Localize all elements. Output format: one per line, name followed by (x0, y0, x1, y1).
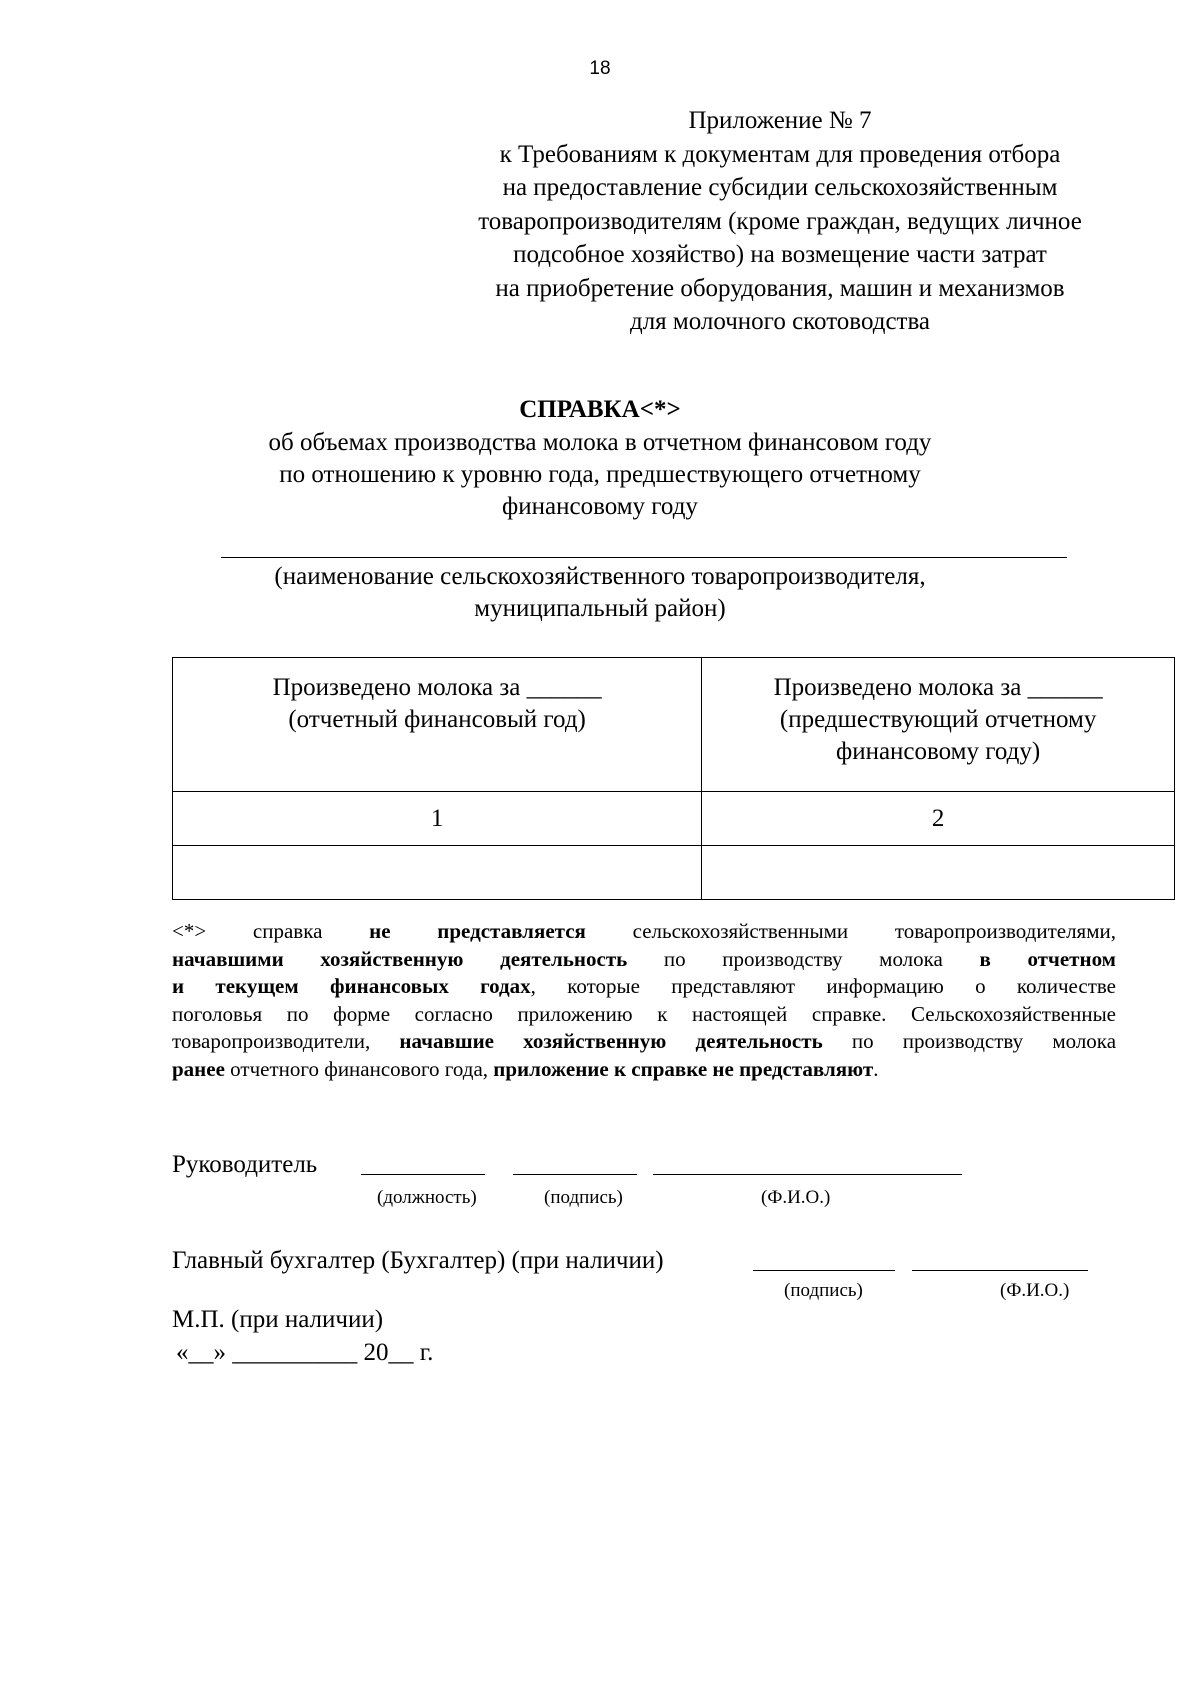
accountant-name-line[interactable] (912, 1270, 1088, 1271)
appendix-line: товаропроизводителям (кроме граждан, ведущих личное (478, 207, 1082, 235)
header-cell-reporting-year (173, 658, 702, 792)
appendix-line: на приобретение оборудования, машин и механизмов (495, 274, 1065, 302)
footnote-line: и текущем финансовых годах, которые представляют информацию о количестве (172, 974, 1116, 999)
appendix-line: на предоставление субсидии сельскохозяйственным (502, 174, 1058, 201)
head-signature-line[interactable] (513, 1174, 637, 1175)
appendix-header (430, 104, 1130, 339)
head-signature-caption: (подпись) (544, 1187, 623, 1208)
footnote-line: поголовья по форме согласно приложению к настоящей справке. Сельскохозяйственные (172, 1001, 1116, 1026)
page-number: 18 (589, 58, 611, 79)
producer-name-caption (0, 561, 1200, 625)
table-data-row (173, 846, 1175, 900)
producer-name-line[interactable] (221, 557, 1067, 558)
accountant-signature-caption: (подпись) (784, 1280, 863, 1301)
head-name-caption: (Ф.И.О.) (761, 1187, 831, 1208)
caption-line: муниципальный район) (474, 595, 726, 622)
footnote-line: товаропроизводители, начавшие хозяйственную деятельность по производству молока (172, 1029, 1117, 1054)
head-name-line[interactable] (653, 1174, 962, 1175)
table-number-row (173, 792, 1175, 846)
footnote-line: ранее отчетного финансового года, приложение к справке не представляют. (172, 1056, 879, 1081)
footnote (172, 918, 1116, 1084)
subtitle-line: об объемах производства молока в отчетном финансовом году (268, 429, 932, 456)
header-text: (отчетный финансовый год) (288, 706, 586, 733)
document-title: СПРАВКА<*> (519, 396, 681, 423)
subtitle-line: финансовому году (502, 493, 698, 520)
accountant-name-caption: (Ф.И.О.) (1000, 1280, 1070, 1301)
appendix-line: для молочного скотоводства (629, 308, 931, 335)
column-number-1: 1 (173, 792, 702, 846)
data-cell-reporting-year[interactable] (173, 846, 702, 900)
table-header-row (173, 658, 1175, 792)
milk-production-table (172, 657, 1175, 900)
stamp-label: М.П. (при наличии) (172, 1306, 384, 1333)
header-text: финансовому году) (836, 738, 1041, 765)
appendix-line: к Требованиям к документам для проведения отбора (499, 140, 1061, 168)
accountant-label: Главный бухгалтер (Бухгалтер) (при наличии) (172, 1247, 664, 1274)
head-label: Руководитель (172, 1151, 318, 1178)
subtitle-line: по отношению к уровню года, предшествующего отчетному (279, 461, 921, 488)
head-position-line[interactable] (361, 1174, 485, 1175)
data-cell-previous-year[interactable] (702, 846, 1175, 900)
column-number-2: 2 (702, 792, 1175, 846)
accountant-signature-line[interactable] (753, 1270, 895, 1271)
header-text: Произведено молока за ______ (773, 674, 1103, 701)
footnote-line: начавшими хозяйственную деятельность по производству молока в отчетном (172, 946, 1116, 971)
header-cell-previous-year (702, 658, 1175, 792)
appendix-line: подсобное хозяйство) на возмещение части затрат (513, 241, 1047, 268)
appendix-line: Приложение № 7 (688, 107, 872, 134)
date-line[interactable]: «__» __________ 20__ г. (176, 1339, 434, 1366)
caption-line: (наименование сельскохозяйственного товаропроизводителя, (274, 563, 926, 590)
footnote-line: <*> справка не представляется сельскохозяйственными товаропроизводителями, (172, 919, 1116, 943)
header-text: (предшествующий отчетному (779, 706, 1097, 733)
header-text: Произведено молока за ______ (272, 674, 602, 701)
head-position-caption: (должность) (377, 1187, 477, 1208)
document-subtitle (0, 427, 1200, 523)
